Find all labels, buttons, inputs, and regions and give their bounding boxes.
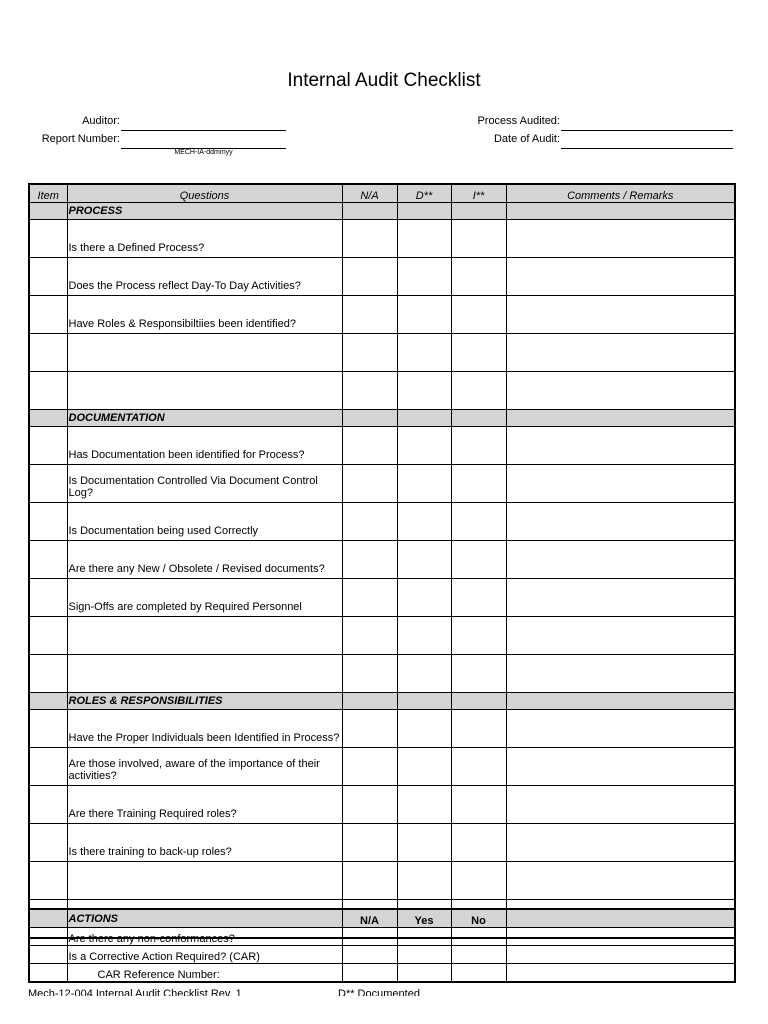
- documented-cell[interactable]: [397, 465, 451, 503]
- auditor-field[interactable]: [121, 118, 286, 131]
- question-row: [29, 296, 735, 334]
- question-row: [29, 710, 735, 748]
- checklist-table: [28, 183, 736, 939]
- actions-table: [28, 908, 736, 983]
- item-cell[interactable]: [29, 503, 67, 541]
- documented-cell[interactable]: [397, 862, 451, 900]
- documented-cell[interactable]: [397, 334, 451, 372]
- item-cell[interactable]: [29, 465, 67, 503]
- implemented-cell[interactable]: [451, 748, 506, 786]
- question-row: [29, 748, 735, 786]
- section-blank-cell: [397, 203, 451, 220]
- no-cell[interactable]: [451, 946, 506, 964]
- comments-cell[interactable]: [506, 334, 735, 372]
- section-row: [29, 410, 735, 427]
- comments-cell[interactable]: [506, 465, 735, 503]
- question-row: [29, 220, 735, 258]
- car-reference-field[interactable]: [342, 964, 397, 983]
- section-blank-cell: [397, 410, 451, 427]
- item-cell[interactable]: [29, 655, 67, 693]
- comments-cell[interactable]: [506, 579, 735, 617]
- section-blank-cell: [506, 410, 735, 427]
- section-blank-cell: [451, 203, 506, 220]
- question-row: [29, 655, 735, 693]
- section-blank-cell: [451, 693, 506, 710]
- question-text: Has Documentation been identified for Process?: [67, 427, 342, 465]
- remarks-cell[interactable]: [506, 946, 735, 964]
- implemented-cell[interactable]: [451, 786, 506, 824]
- documented-cell[interactable]: [397, 427, 451, 465]
- comments-cell[interactable]: [506, 862, 735, 900]
- item-cell[interactable]: [29, 617, 67, 655]
- na-cell[interactable]: [342, 946, 397, 964]
- na-cell[interactable]: [342, 928, 397, 946]
- question-row: [29, 862, 735, 900]
- na-cell[interactable]: [342, 710, 397, 748]
- comments-cell[interactable]: [506, 710, 735, 748]
- na-cell[interactable]: [342, 541, 397, 579]
- report-number-hint: MECH-IA-ddmmyy: [174, 149, 233, 156]
- documented-cell[interactable]: [397, 617, 451, 655]
- section-blank-cell: [397, 693, 451, 710]
- question-text: Have Roles & Responsibiltiies been identified?: [67, 296, 342, 334]
- question-text: Are there any New / Obsolete / Revised documents?: [67, 541, 342, 579]
- na-cell[interactable]: [342, 372, 397, 410]
- question-text: Sign-Offs are completed by Required Personnel: [67, 579, 342, 617]
- implemented-cell[interactable]: [451, 296, 506, 334]
- report-number-label: Report Number:: [41, 133, 120, 145]
- item-cell[interactable]: [29, 541, 67, 579]
- item-cell[interactable]: [29, 372, 67, 410]
- question-text: Is there a Defined Process?: [67, 220, 342, 258]
- na-cell[interactable]: [342, 220, 397, 258]
- question-text: [67, 617, 342, 655]
- process-audited-field[interactable]: [561, 118, 733, 131]
- item-cell[interactable]: [29, 824, 67, 862]
- actions-title: ACTIONS: [67, 909, 342, 928]
- implemented-cell[interactable]: [451, 465, 506, 503]
- section-item-cell: [29, 203, 67, 220]
- implemented-cell[interactable]: [451, 579, 506, 617]
- question-text: Are those involved, aware of the importance of their activities?: [67, 748, 342, 786]
- question-text: [67, 334, 342, 372]
- car-reference-field[interactable]: [397, 964, 451, 983]
- documented-cell[interactable]: [397, 824, 451, 862]
- na-cell[interactable]: [342, 427, 397, 465]
- na-cell[interactable]: [342, 862, 397, 900]
- section-blank-cell: [451, 410, 506, 427]
- section-item-cell: [29, 693, 67, 710]
- item-cell[interactable]: [29, 786, 67, 824]
- remarks-cell[interactable]: [506, 964, 735, 983]
- item-cell[interactable]: [29, 579, 67, 617]
- question-row: [29, 824, 735, 862]
- remarks-cell[interactable]: [506, 928, 735, 946]
- documented-cell[interactable]: [397, 541, 451, 579]
- comments-cell[interactable]: [506, 541, 735, 579]
- implemented-cell[interactable]: [451, 372, 506, 410]
- item-cell[interactable]: [29, 427, 67, 465]
- item-cell[interactable]: [29, 296, 67, 334]
- document-title: Internal Audit Checklist: [287, 70, 481, 91]
- item-cell[interactable]: [29, 748, 67, 786]
- implemented-cell[interactable]: [451, 862, 506, 900]
- section-blank-cell: [342, 410, 397, 427]
- section-blank-cell: [342, 203, 397, 220]
- implemented-cell[interactable]: [451, 503, 506, 541]
- item-cell[interactable]: [29, 928, 67, 946]
- section-title: DOCUMENTATION: [67, 410, 342, 427]
- actions-header-na: N/A: [342, 909, 397, 928]
- comments-cell[interactable]: [506, 220, 735, 258]
- item-cell[interactable]: [29, 862, 67, 900]
- question-text: [67, 655, 342, 693]
- comments-cell[interactable]: [506, 503, 735, 541]
- date-of-audit-field[interactable]: [561, 136, 733, 149]
- no-cell[interactable]: [451, 928, 506, 946]
- na-cell[interactable]: [342, 296, 397, 334]
- actions-question: Is a Corrective Action Required? (CAR): [67, 946, 342, 964]
- implemented-cell[interactable]: [451, 258, 506, 296]
- comments-cell[interactable]: [506, 655, 735, 693]
- implemented-cell[interactable]: [451, 334, 506, 372]
- comments-cell[interactable]: [506, 296, 735, 334]
- section-title: ROLES & RESPONSIBILITIES: [67, 693, 342, 710]
- comments-cell[interactable]: [506, 372, 735, 410]
- comments-cell[interactable]: [506, 258, 735, 296]
- report-number-field[interactable]: [121, 136, 286, 149]
- actions-row: [29, 928, 735, 946]
- header-documented: D**: [397, 184, 451, 203]
- actions-row: [29, 946, 735, 964]
- item-cell[interactable]: [29, 258, 67, 296]
- comments-cell[interactable]: [506, 617, 735, 655]
- section-blank-cell: [342, 693, 397, 710]
- header-na: N/A: [342, 184, 397, 203]
- date-of-audit-label: Date of Audit:: [493, 133, 560, 145]
- question-row: [29, 427, 735, 465]
- actions-row: [29, 964, 735, 983]
- comments-cell[interactable]: [506, 786, 735, 824]
- section-item-cell: [29, 410, 67, 427]
- documented-cell[interactable]: [397, 372, 451, 410]
- na-cell[interactable]: [342, 786, 397, 824]
- header-comments: Comments / Remarks: [506, 184, 735, 203]
- documented-cell[interactable]: [397, 503, 451, 541]
- na-cell[interactable]: [342, 617, 397, 655]
- section-row: [29, 203, 735, 220]
- na-cell[interactable]: [342, 748, 397, 786]
- na-cell[interactable]: [342, 655, 397, 693]
- implemented-cell[interactable]: [451, 541, 506, 579]
- implemented-cell[interactable]: [451, 617, 506, 655]
- na-cell[interactable]: [342, 258, 397, 296]
- question-row: [29, 617, 735, 655]
- item-cell[interactable]: [29, 964, 67, 983]
- question-text: Are there Training Required roles?: [67, 786, 342, 824]
- table-header-row: [29, 184, 735, 203]
- question-row: [29, 465, 735, 503]
- item-cell[interactable]: [29, 220, 67, 258]
- implemented-cell[interactable]: [451, 427, 506, 465]
- documented-cell[interactable]: [397, 786, 451, 824]
- section-row: [29, 693, 735, 710]
- documented-cell[interactable]: [397, 220, 451, 258]
- na-cell[interactable]: [342, 465, 397, 503]
- na-cell[interactable]: [342, 503, 397, 541]
- actions-question: Are there any non-conformances?: [67, 928, 342, 946]
- actions-header-blank: [506, 909, 735, 928]
- question-text: [67, 862, 342, 900]
- question-text: Have the Proper Individuals been Identified in Process?: [67, 710, 342, 748]
- actions-header-yes: Yes: [397, 909, 451, 928]
- question-row: [29, 503, 735, 541]
- comments-cell[interactable]: [506, 748, 735, 786]
- item-cell[interactable]: [29, 710, 67, 748]
- footer-legend: D** Documented: [338, 988, 420, 996]
- question-text: Is Documentation being used Correctly: [67, 503, 342, 541]
- question-text: Is there training to back-up roles?: [67, 824, 342, 862]
- actions-item-cell: [29, 909, 67, 928]
- header-questions: Questions: [67, 184, 342, 203]
- yes-cell[interactable]: [397, 928, 451, 946]
- question-text: Is Documentation Controlled Via Document Control Log?: [67, 465, 342, 503]
- question-row: [29, 541, 735, 579]
- yes-cell[interactable]: [397, 946, 451, 964]
- question-row: [29, 258, 735, 296]
- documented-cell[interactable]: [397, 296, 451, 334]
- implemented-cell[interactable]: [451, 655, 506, 693]
- implemented-cell[interactable]: [451, 220, 506, 258]
- question-row: [29, 786, 735, 824]
- question-text: [67, 372, 342, 410]
- documented-cell[interactable]: [397, 655, 451, 693]
- process-audited-label: Process Audited:: [477, 115, 560, 127]
- implemented-cell[interactable]: [451, 710, 506, 748]
- na-cell[interactable]: [342, 334, 397, 372]
- documented-cell[interactable]: [397, 748, 451, 786]
- comments-cell[interactable]: [506, 427, 735, 465]
- question-text: Does the Process reflect Day-To Day Activities?: [67, 258, 342, 296]
- section-blank-cell: [506, 693, 735, 710]
- na-cell[interactable]: [342, 824, 397, 862]
- section-title: PROCESS: [67, 203, 342, 220]
- header-implemented: I**: [451, 184, 506, 203]
- documented-cell[interactable]: [397, 710, 451, 748]
- documented-cell[interactable]: [397, 258, 451, 296]
- car-reference-label: CAR Reference Number:: [67, 964, 342, 983]
- footer-doc-id: Mech-12-004 Internal Audit Checklist Rev. 1: [28, 988, 242, 996]
- question-row: [29, 372, 735, 410]
- auditor-label: Auditor:: [82, 115, 120, 127]
- actions-header-no: No: [451, 909, 506, 928]
- header-item: Item: [29, 184, 67, 203]
- comments-cell[interactable]: [506, 824, 735, 862]
- item-cell[interactable]: [29, 946, 67, 964]
- question-row: [29, 334, 735, 372]
- actions-header-row: [29, 909, 735, 928]
- na-cell[interactable]: [342, 579, 397, 617]
- item-cell[interactable]: [29, 334, 67, 372]
- documented-cell[interactable]: [397, 579, 451, 617]
- question-row: [29, 579, 735, 617]
- car-reference-field[interactable]: [451, 964, 506, 983]
- implemented-cell[interactable]: [451, 824, 506, 862]
- checklist-body: [29, 203, 735, 939]
- section-blank-cell: [506, 203, 735, 220]
